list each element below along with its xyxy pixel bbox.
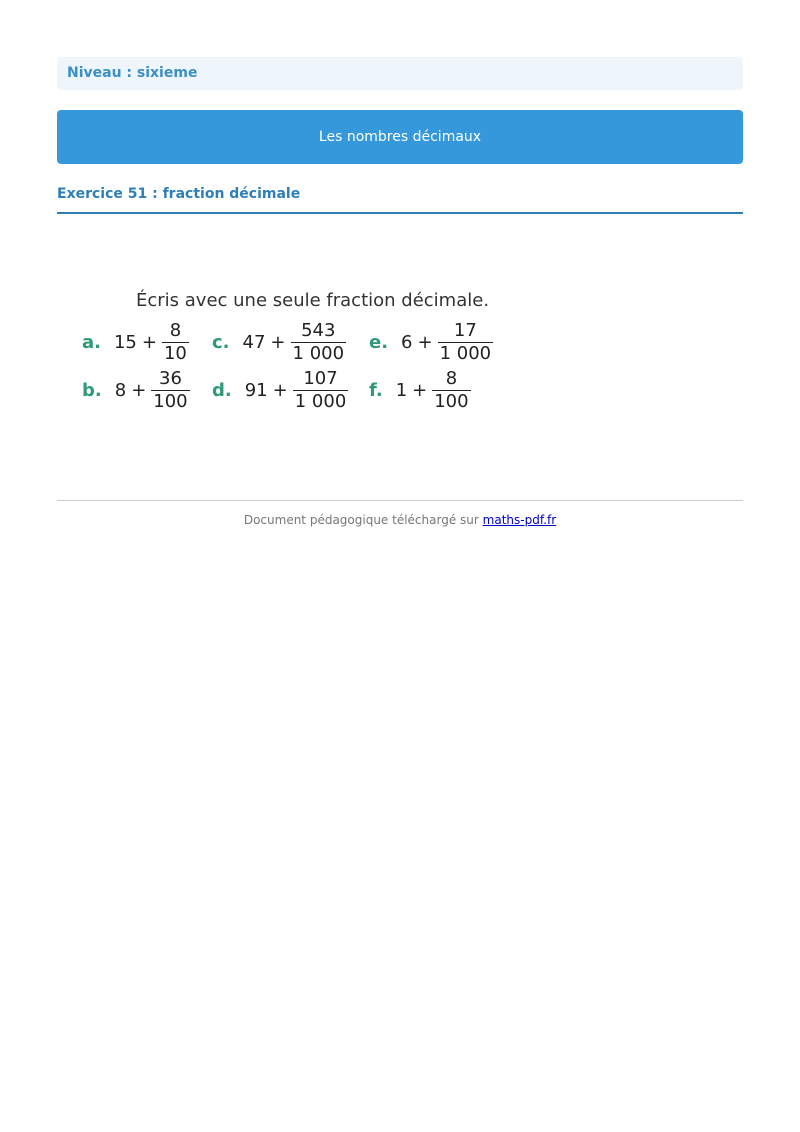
plus-sign: +	[417, 331, 433, 353]
item-integer: 47	[242, 331, 266, 353]
item-letter: e.	[369, 331, 389, 353]
item-integer: 8	[114, 379, 127, 401]
item-letter: c.	[212, 331, 230, 353]
exercise-item-e	[369, 318, 493, 366]
exercise-instruction: Écris avec une seule fraction décimale.	[136, 290, 490, 311]
numerator: 107	[303, 367, 338, 389]
fraction	[151, 367, 189, 412]
footer	[57, 513, 743, 527]
denominator: 1 000	[439, 342, 492, 364]
footer-link[interactable]: maths-pdf.fr	[482, 513, 557, 527]
exercise-item-d	[212, 366, 348, 414]
numerator: 543	[301, 319, 336, 341]
item-integer: 15	[113, 331, 137, 353]
plus-sign: +	[270, 331, 286, 353]
item-letter: b.	[82, 379, 102, 401]
item-letter: a.	[82, 331, 101, 353]
denominator: 10	[163, 342, 187, 364]
plus-sign: +	[131, 379, 147, 401]
exercise-item-a	[82, 318, 189, 366]
exercise-item-f	[369, 366, 471, 414]
item-letter: d.	[212, 379, 232, 401]
exercise-item-b	[82, 366, 190, 414]
fraction	[291, 319, 347, 364]
item-integer: 91	[244, 379, 268, 401]
chapter-banner: Les nombres décimaux	[57, 110, 743, 164]
numerator: 17	[453, 319, 477, 341]
denominator: 1 000	[294, 390, 347, 412]
footer-divider	[57, 500, 743, 501]
footer-text: Document pédagogique téléchargé sur	[243, 513, 479, 527]
numerator: 8	[169, 319, 182, 341]
fraction	[432, 367, 470, 412]
numerator: 8	[445, 367, 458, 389]
denominator: 1 000	[292, 342, 345, 364]
plus-sign: +	[141, 331, 157, 353]
level-label: Niveau : sixieme	[57, 57, 743, 90]
numerator: 36	[159, 367, 182, 389]
plus-sign: +	[272, 379, 288, 401]
fraction	[438, 319, 494, 364]
denominator: 100	[153, 390, 188, 412]
plus-sign: +	[412, 379, 428, 401]
denominator: 100	[434, 390, 469, 412]
item-integer: 6	[401, 331, 413, 353]
item-letter: f.	[369, 379, 383, 401]
item-integer: 1	[395, 379, 408, 401]
fraction	[293, 367, 349, 412]
fraction	[162, 319, 189, 364]
exercise-item-c	[212, 318, 346, 366]
exercise-title: Exercice 51 : fraction décimale	[57, 186, 743, 214]
